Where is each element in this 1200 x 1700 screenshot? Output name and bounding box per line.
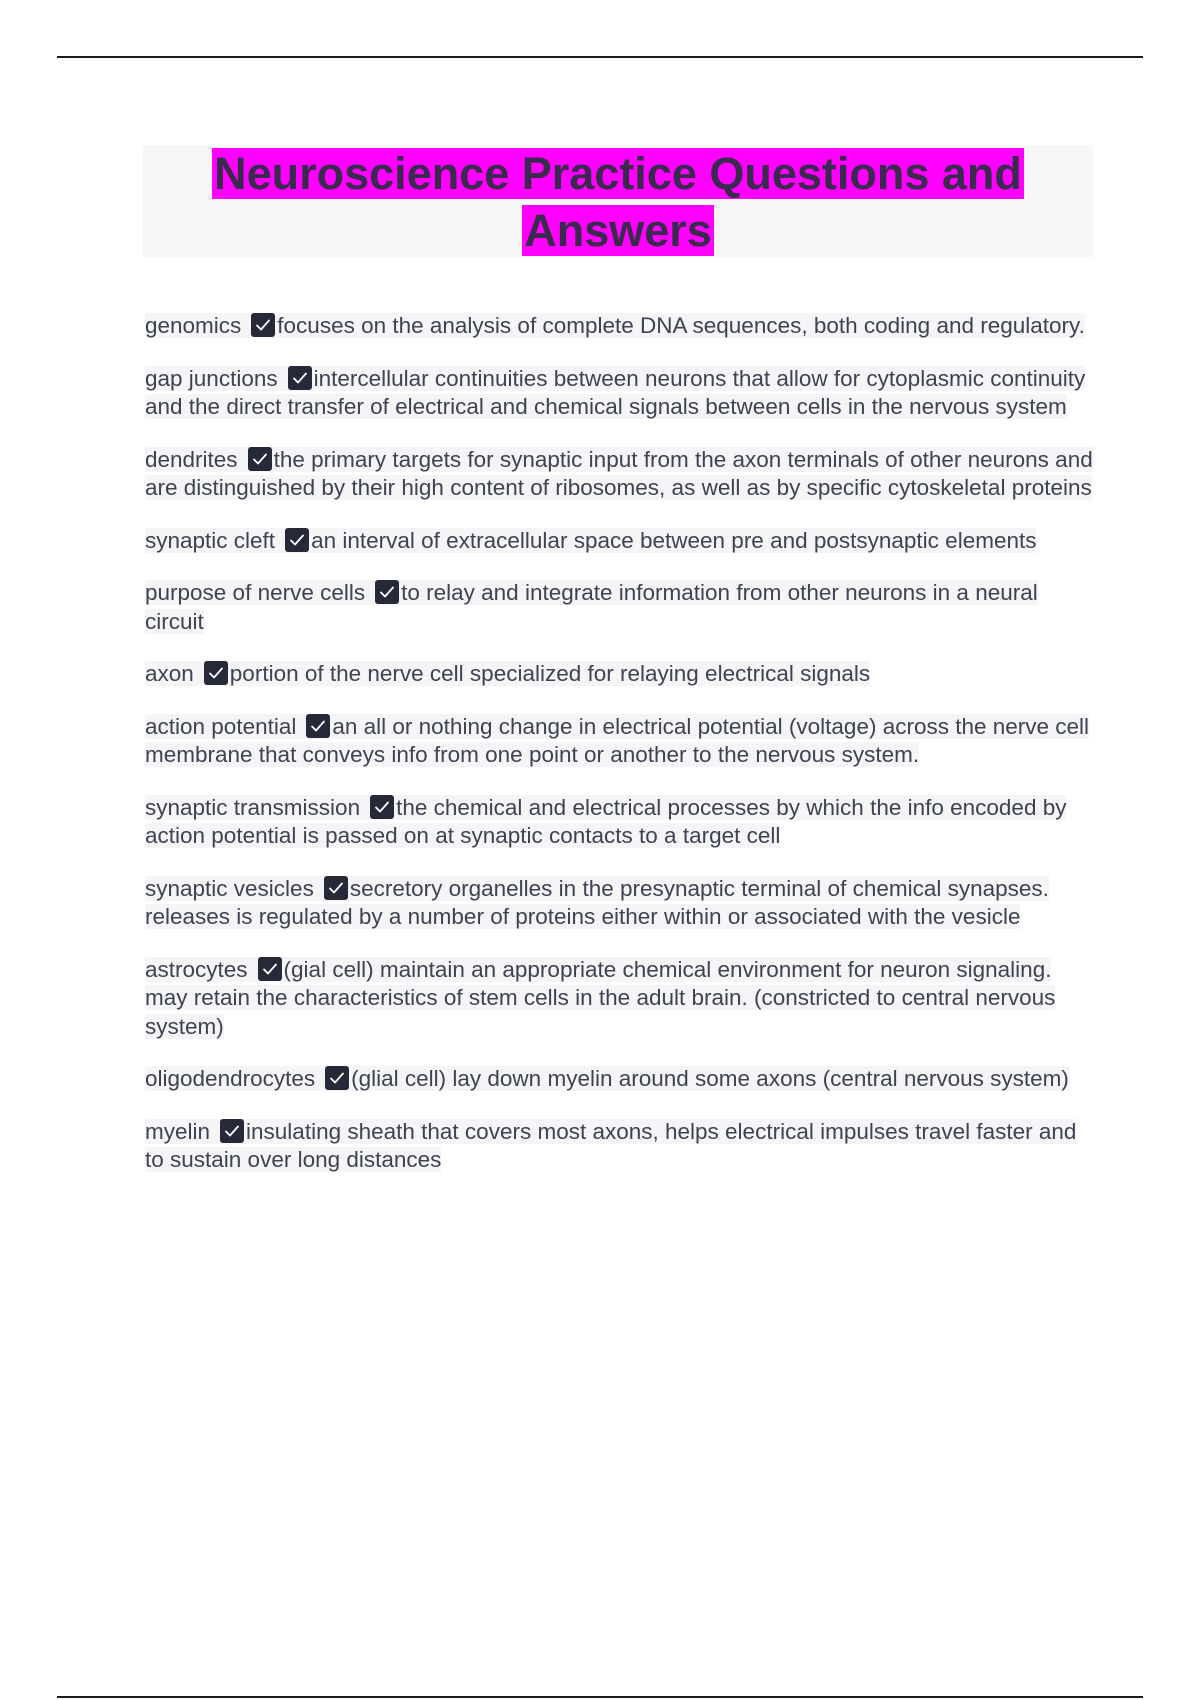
checkmark-box-icon [325, 1066, 349, 1090]
qa-item-8 [145, 794, 1095, 851]
qa-text [145, 1119, 1076, 1173]
checkmark-box-icon [251, 313, 275, 337]
checkmark-box-icon [375, 580, 399, 604]
qa-item-6 [145, 660, 1095, 689]
qa-text [145, 876, 1049, 930]
qa-item-5 [145, 579, 1095, 636]
top-rule [57, 56, 1143, 58]
checkmark-box-icon [288, 366, 312, 390]
qa-item-7 [145, 713, 1095, 770]
qa-text [145, 580, 1038, 634]
qa-item-2 [145, 365, 1095, 422]
qa-item-3 [145, 446, 1095, 503]
qa-text [145, 795, 1066, 849]
checkmark-box-icon [370, 795, 394, 819]
qa-text [145, 366, 1085, 420]
qa-definition: an all or nothing change in electrical potential (voltage) across the nerve cell membrane that conveys info from one point or another to the nervous system. [145, 713, 1090, 767]
qa-item-9 [145, 875, 1095, 932]
qa-definition: portion of the nerve cell specialized for relaying electrical signals [229, 661, 871, 686]
qa-term: gap junctions [145, 365, 278, 391]
checkmark-box-icon [285, 528, 309, 552]
qa-term: synaptic vesicles [145, 875, 314, 901]
qa-definition: secretory organelles in the presynaptic terminal of chemical synapses. releases is regulated by a number of proteins either within or associated with the vesicle [145, 875, 1049, 929]
checkmark-box-icon [204, 661, 228, 685]
qa-definition: (gial cell) maintain an appropriate chemical environment for neuron signaling. may retain the characteristics of stem cells in the adult brain. (constricted to central nervous system) [145, 956, 1056, 1039]
qa-term: dendrites [145, 446, 238, 472]
qa-term: action potential [145, 713, 297, 739]
qa-text [145, 313, 1085, 338]
checkmark-box-icon [306, 714, 330, 738]
qa-definition: intercellular continuities between neurons that allow for cytoplasmic continuity and the direct transfer of electrical and chemical signals between cells in the nervous system [145, 365, 1086, 419]
checkmark-box-icon [324, 876, 348, 900]
bottom-rule [57, 1696, 1143, 1698]
qa-item-10 [145, 956, 1095, 1042]
qa-text [145, 957, 1055, 1039]
qa-item-11 [145, 1065, 1095, 1094]
qa-term: astrocytes [145, 956, 248, 982]
qa-definition: focuses on the analysis of complete DNA sequences, both coding and regulatory. [277, 313, 1085, 338]
checkmark-box-icon [248, 447, 272, 471]
qa-term: myelin [145, 1118, 211, 1144]
qa-text [145, 714, 1089, 768]
qa-definition: an interval of extracellular space between pre and postsynaptic elements [311, 527, 1037, 553]
qa-term: synaptic cleft [145, 527, 276, 553]
qa-text [145, 1066, 1069, 1091]
checkmark-box-icon [220, 1119, 244, 1143]
qa-term: purpose of nerve cells [145, 580, 366, 605]
qa-definition: the chemical and electrical processes by which the info encoded by action potential is passed on at synaptic contacts to a target cell [145, 794, 1067, 848]
qa-text [145, 661, 870, 686]
page-title: Neuroscience Practice Questions and Answers [214, 148, 1022, 256]
qa-item-4 [145, 527, 1095, 556]
qa-definition: the primary targets for synaptic input from the axon terminals of other neurons and are distinguished by their high content of ribosomes, as well as by specific cytoskeletal proteins [145, 446, 1093, 500]
qa-definition: (glial cell) lay down myelin around some axons (central nervous system) [351, 1066, 1069, 1091]
qa-definition: insulating sheath that covers most axons, helps electrical impulses travel faster and to sustain over long distances [145, 1118, 1077, 1172]
qa-term: oligodendrocytes [145, 1066, 316, 1091]
qa-list [145, 312, 1095, 1199]
checkmark-box-icon [258, 957, 282, 981]
qa-term: axon [145, 661, 194, 686]
qa-item-12 [145, 1118, 1095, 1175]
qa-text [145, 447, 1093, 501]
title-block [143, 145, 1093, 257]
qa-term: genomics [145, 313, 242, 338]
qa-term: synaptic transmission [145, 794, 361, 820]
qa-text [145, 528, 1036, 553]
qa-definition: to relay and integrate information from other neurons in a neural circuit [145, 580, 1038, 634]
qa-item-1 [145, 312, 1095, 341]
